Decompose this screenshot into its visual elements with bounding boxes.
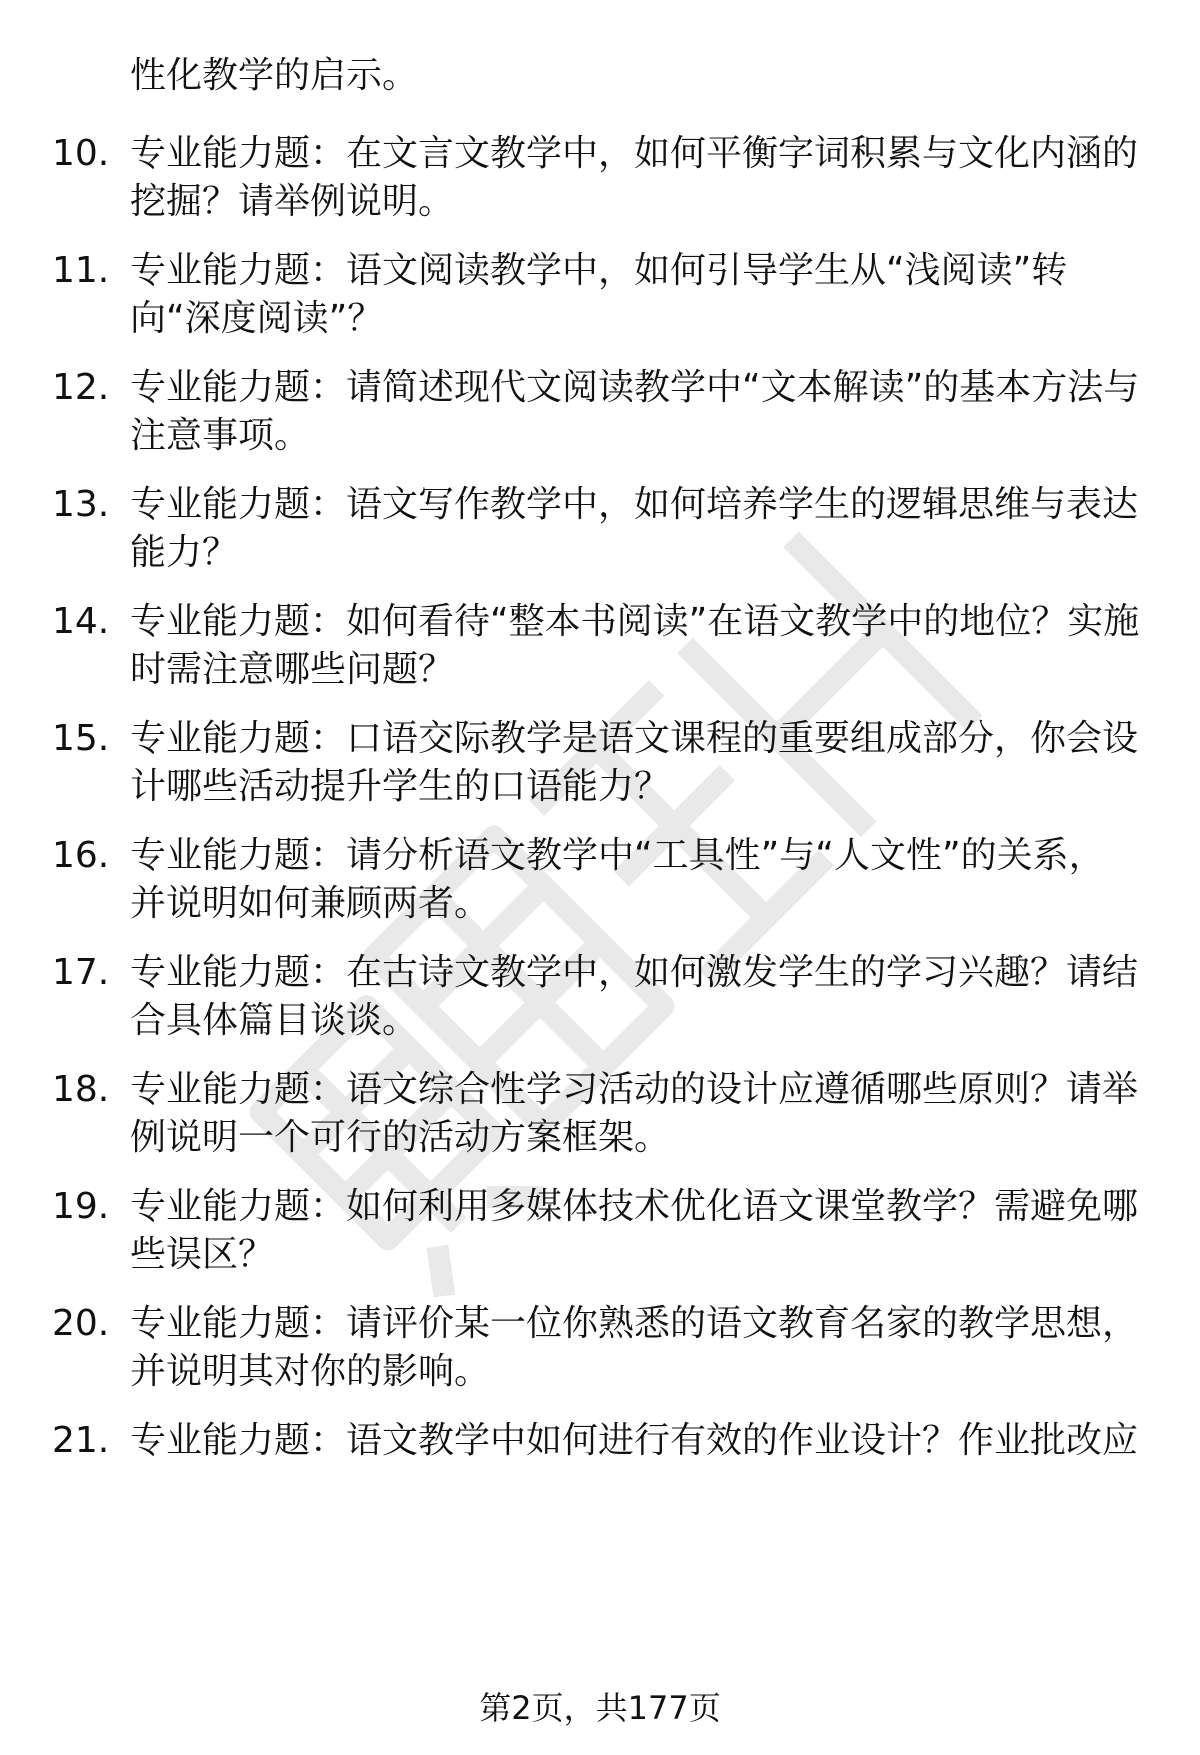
question-number: 13. [52, 484, 110, 525]
question-number: 15. [52, 718, 110, 759]
question-number: 19. [52, 1186, 110, 1227]
question-number: 17. [52, 952, 110, 993]
question-number: 21. [52, 1420, 110, 1461]
question-text: 专业能力题：如何看待“整本书阅读”在语文教学中的地位？实施时需注意哪些问题？ [130, 601, 1140, 690]
question-number: 20. [52, 1303, 110, 1344]
list-item [0, 247, 1200, 347]
list-item [0, 481, 1200, 581]
question-text: 专业能力题：在文言文教学中，如何平衡字词积累与文化内涵的挖掘？请举例说明。 [130, 133, 1139, 222]
question-text: 专业能力题：语文阅读教学中，如何引导学生从“浅阅读”转向“深度阅读”？ [130, 250, 1068, 339]
list-item [0, 1300, 1200, 1400]
question-text: 专业能力题：请分析语文教学中“工具性”与“人文性”的关系，并说明如何兼顾两者。 [130, 835, 1105, 924]
question-text: 专业能力题：请简述现代文阅读教学中“文本解读”的基本方法与注意事项。 [130, 367, 1140, 456]
list-item [0, 598, 1200, 698]
question-number: 16. [52, 835, 110, 876]
question-number: 14. [52, 601, 110, 642]
question-number: 10. [52, 133, 110, 174]
page-footer: 第2页，共177页 [479, 1689, 721, 1727]
question-text: 专业能力题：语文写作教学中，如何培养学生的逻辑思维与表达能力？ [130, 484, 1139, 573]
question-text: 专业能力题：如何利用多媒体技术优化语文课堂教学？需避免哪些误区？ [130, 1186, 1139, 1275]
question-number: 12. [52, 367, 110, 408]
list-item [0, 1417, 1200, 1517]
list-item [0, 715, 1200, 815]
list-item [0, 832, 1200, 932]
question-text: 专业能力题：请评价某一位你熟悉的语文教育名家的教学思想，并说明其对你的影响。 [130, 1303, 1139, 1392]
question-text: 专业能力题：在古诗文教学中，如何激发学生的学习兴趣？请结合具体篇目谈谈。 [130, 952, 1139, 1041]
question-number: 11. [52, 250, 110, 291]
list-item [0, 130, 1200, 230]
question-text: 专业能力题：口语交际教学是语文课程的重要组成部分，你会设计哪些活动提升学生的口语能力？ [130, 718, 1139, 807]
list-item [0, 364, 1200, 464]
question-text: 专业能力题：语文教学中如何进行有效的作业设计？作业批改应 [130, 1420, 1139, 1461]
list-item [0, 949, 1200, 1049]
list-item [0, 1066, 1200, 1166]
question-text: 专业能力题：语文综合性学习活动的设计应遵循哪些原则？请举例说明一个可行的活动方案框架。 [130, 1069, 1139, 1158]
question-number: 18. [52, 1069, 110, 1110]
list-item [0, 1183, 1200, 1283]
continuation-text: 性化教学的启示。 [130, 55, 419, 96]
